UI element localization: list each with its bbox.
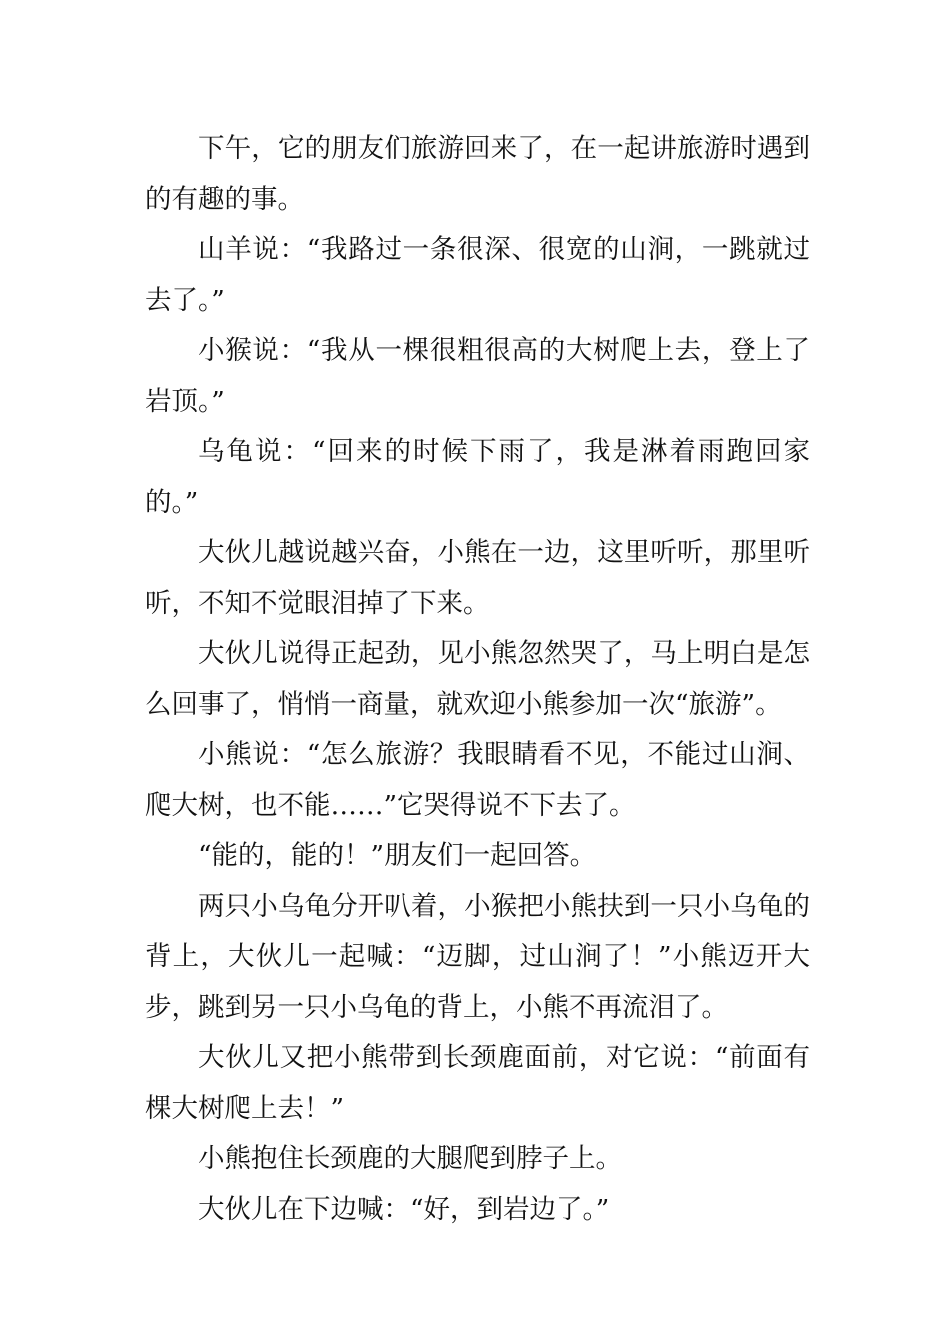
paragraph-1: 下午，它的朋友们旅游回来了，在一起讲旅游时遇到的有趣的事。 (145, 133, 810, 215)
paragraph-12: 大伙儿在下边喊：“好，到岩边了。” (198, 1193, 610, 1225)
paragraph-3: 小猴说：“我从一棵很粗很高的大树爬上去，登上了岩顶。” (145, 335, 810, 417)
paragraph-7: 小熊说：“怎么旅游？我眼睛看不见，不能过山涧、爬大树，也不能……”它哭得说不下去了。 (145, 739, 810, 821)
paragraph-9: 两只小乌龟分开叭着，小猴把小熊扶到一只小乌龟的背上，大伙儿一起喊：“迈脚，过山涧了！”小熊迈开大步，跳到另一只小乌龟的背上，小熊不再流泪了。 (145, 890, 810, 1023)
paragraph-4: 乌龟说：“回来的时候下雨了，我是淋着雨跑回家的。” (145, 436, 810, 518)
paragraph-10: 大伙儿又把小熊带到长颈鹿面前，对它说：“前面有棵大树爬上去！” (145, 1042, 810, 1124)
paragraph-6: 大伙儿说得正起劲，见小熊忽然哭了，马上明白是怎么回事了，悄悄一商量，就欢迎小熊参加一次“旅游”。 (145, 638, 810, 720)
paragraph-2: 山羊说：“我路过一条很深、很宽的山涧，一跳就过去了。” (145, 234, 810, 316)
paragraph-11: 小熊抱住长颈鹿的大腿爬到脖子上。 (198, 1143, 622, 1174)
story-text (145, 124, 810, 1235)
paragraph-5: 大伙儿越说越兴奋，小熊在一边，这里听听，那里听听，不知不觉眼泪掉了下来。 (145, 537, 810, 619)
paragraph-8: “能的，能的！”朋友们一起回答。 (198, 840, 597, 871)
